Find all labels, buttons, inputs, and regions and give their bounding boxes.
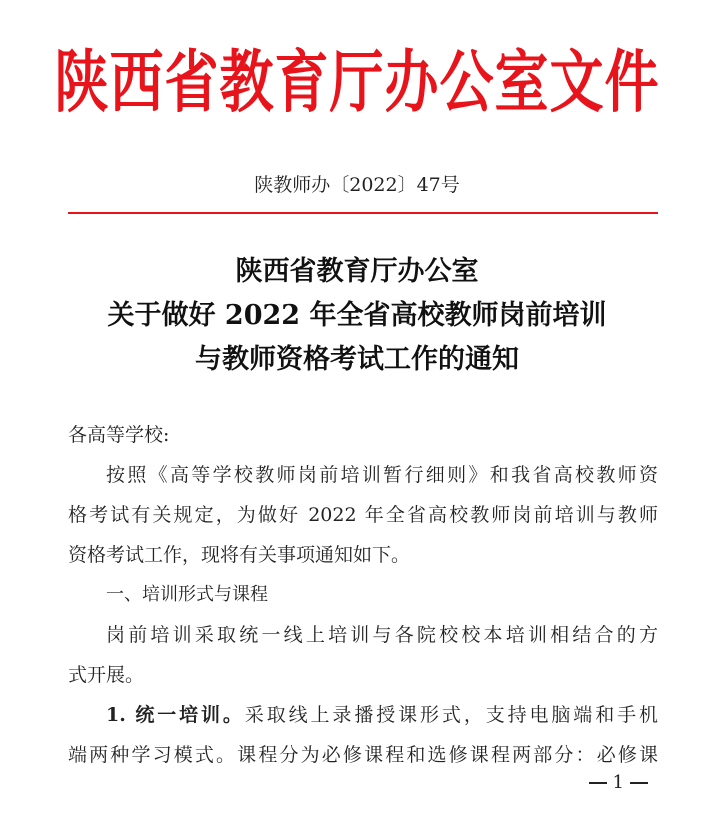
item-1-text-1: 采取线上录播授课形式，支持电脑端和手机 xyxy=(244,704,658,726)
page-number xyxy=(583,770,654,796)
header-red-rule xyxy=(68,212,658,214)
page-dash-right xyxy=(630,782,648,784)
intro-line-2: 格考试有关规定，为做好 2022 年全省高校教师岗前培训与教师 xyxy=(68,504,658,526)
title-line-1: 陕西省教育厅办公室 xyxy=(235,256,479,287)
item-1-lead: 1. 统一培训。 xyxy=(106,704,245,726)
section-1-heading: 一、培训形式与课程 xyxy=(106,584,268,605)
title-line-3: 与教师资格考试工作的通知 xyxy=(195,344,519,375)
salutation: 各高等学校: xyxy=(68,424,170,446)
section-1-line-1: 岗前培训采取统一线上培训与各院校校本培训相结合的方 xyxy=(106,624,658,646)
item-1-line-2: 端两种学习模式。课程分为必修课程和选修课程两部分：必修课 xyxy=(68,744,658,766)
section-1-line-2: 式开展。 xyxy=(68,664,145,686)
document-number: 陕教师办〔2022〕47号 xyxy=(254,174,460,196)
item-1-line-1 xyxy=(68,695,658,735)
intro-line-3: 资格考试工作，现将有关事项通知如下。 xyxy=(68,544,411,566)
notice-title xyxy=(0,250,714,382)
intro-line-1: 按照《高等学校教师岗前培训暂行细则》和我省高校教师资 xyxy=(106,464,658,486)
page-dash-left xyxy=(589,782,607,784)
document-header-title: 陕西省教育厅办公室文件 xyxy=(54,43,660,122)
title-line-2: 关于做好 2022 年全省高校教师岗前培训 xyxy=(107,300,607,331)
page-number-value: 1 xyxy=(612,772,624,793)
document-body xyxy=(68,415,658,775)
